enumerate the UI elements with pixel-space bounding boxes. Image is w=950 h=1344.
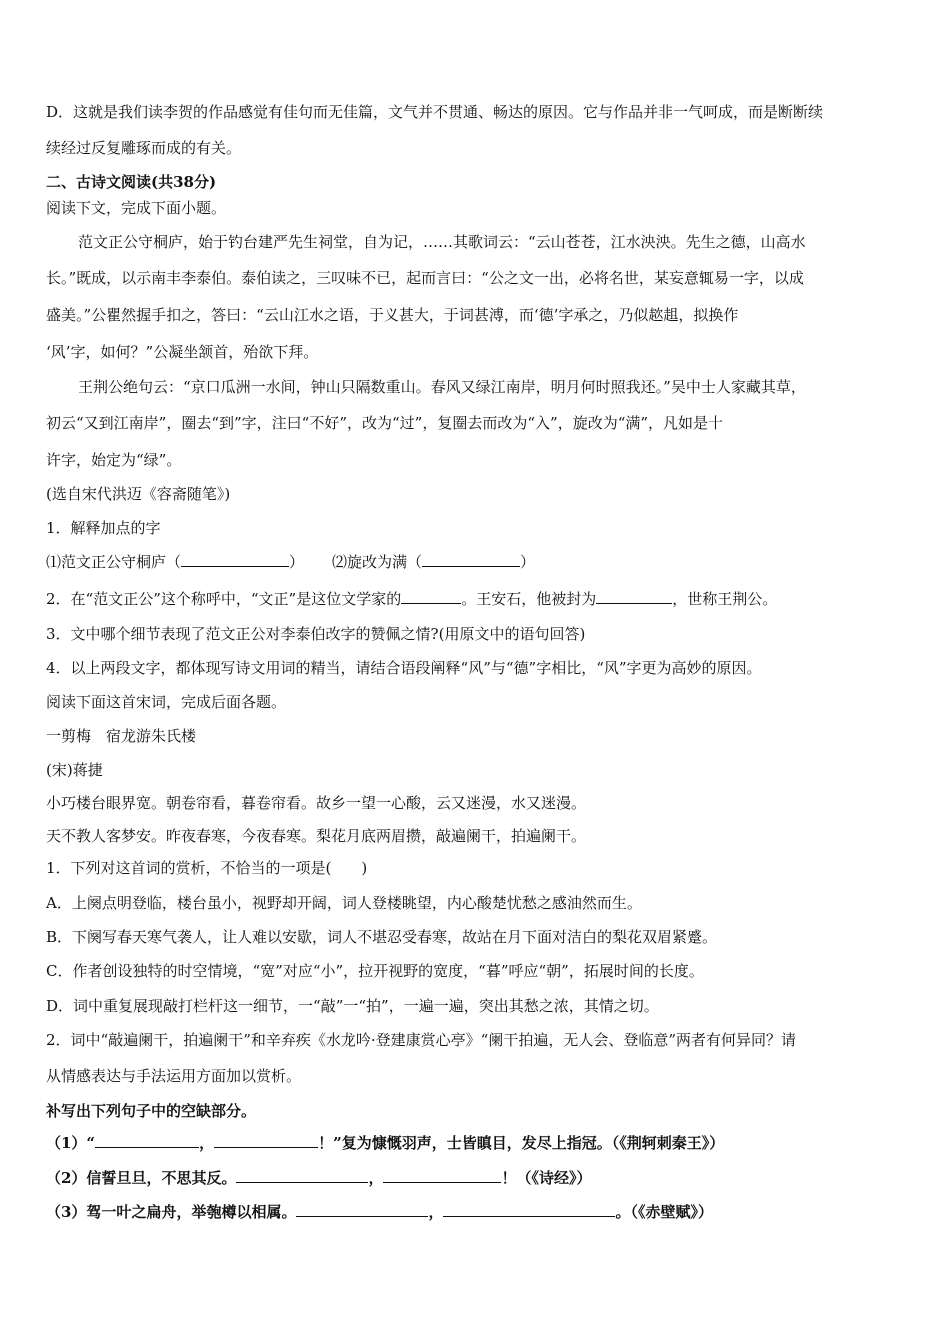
passage-line-5: 王荆公绝句云：“京口瓜洲一水间，钟山只隔数重山。春风又绿江南岸，明月何时照我还。”吴中士人家藏其草，	[78, 378, 806, 396]
section2-instruction: 阅读下文，完成下面小题。	[46, 199, 227, 217]
fill-section-title: 补写出下列句子中的空缺部分。	[46, 1102, 257, 1120]
fill-1-blank-1[interactable]	[95, 1133, 199, 1148]
poem-title: 一剪梅 宿龙游朱氏楼	[46, 727, 197, 745]
passage-line-2: 长。”既成，以示南丰李泰伯。泰伯读之，三叹味不已，起而言曰：“公之文一出，必将名世，某妄意辄易一字，以成	[46, 269, 804, 287]
prev-option-d-line2: 续经过反复雕琢而成的有关。	[46, 139, 242, 157]
fill-item-2	[46, 1168, 908, 1188]
q2-middle: 。王安石，他被封为	[461, 590, 597, 608]
q1-a-blank[interactable]	[181, 552, 289, 567]
passage-line-7: 许字，始定为“绿”。	[46, 451, 182, 469]
fill-2-suffix: ！（《诗经》）	[501, 1169, 592, 1187]
poem-line-1: 小巧楼台眼界宽。朝卷帘看，暮卷帘看。故乡一望一心酸，云又迷漫，水又迷漫。	[46, 794, 587, 812]
q2-blank-2[interactable]	[596, 589, 672, 604]
poem-option-c: C．作者创设独特的时空情境，“宽”对应“小”，拉开视野的宽度，“暮”呼应“朝”，拓展时间的长度。	[46, 962, 704, 980]
prev-option-d-line1: D．这就是我们读李贺的作品感觉有佳句而无佳篇，文气并不贯通、畅达的原因。它与作品并非一气呵成，而是断断续	[46, 103, 824, 121]
q1-b-prefix: ⑵旋改为满（	[332, 553, 423, 571]
poem-option-a: A．上阕点明登临，楼台虽小，视野却开阔，词人登楼眺望，内心酸楚忧愁之感油然而生。	[46, 894, 642, 912]
poem-option-d: D．词中重复展现敲打栏杆这一细节，一“敲”一“拍”，一遍一遍，突出其愁之浓，其情之切。	[46, 997, 659, 1015]
q1-a-suffix: ）	[289, 553, 305, 571]
q2-prefix: 2．在“范文正公”这个称呼中，“文正”是这位文学家的	[46, 590, 402, 608]
question-4: 4．以上两段文字，都体现写诗文用词的精当，请结合语段阐释“风”与“德”字相比，“风”字更为高妙的原因。	[46, 659, 762, 677]
fill-1-blank-2[interactable]	[214, 1133, 318, 1148]
poem-line-2: 天不教人客梦安。昨夜春寒，今夜春寒。梨花月底两眉攒，敲遍阑干，拍遍阑干。	[46, 827, 587, 845]
section2-title: 二、古诗文阅读(共38分)	[46, 173, 217, 191]
passage-source: (选自宋代洪迈《容斋随笔》)	[46, 485, 231, 503]
fill-3-suffix: 。（《赤壁赋》）	[615, 1203, 713, 1221]
fill-1-prefix: （1）“	[46, 1134, 96, 1152]
fill-item-3	[46, 1202, 908, 1222]
fill-1-suffix: ！”复为慷慨羽声，士皆瞋目，发尽上指冠。（《荆轲刺秦王》）	[318, 1134, 725, 1152]
fill-2-blank-1[interactable]	[236, 1168, 368, 1183]
q1-b-suffix: ）	[520, 553, 536, 571]
poem-question-2-line2: 从情感表达与手法运用方面加以赏析。	[46, 1067, 302, 1085]
fill-2-blank-2[interactable]	[383, 1168, 501, 1183]
fill-3-blank-2[interactable]	[443, 1202, 615, 1217]
question-1: 1．解释加点的字	[46, 519, 161, 537]
fill-item-1	[46, 1133, 908, 1153]
passage-line-6: 初云“又到江南岸”，圈去“到”字，注曰“不好”，改为“过”，复圈去而改为“入”，旋改为“满”，凡如是十	[46, 414, 724, 432]
fill-2-prefix: （2）信誓旦旦，不思其反。	[46, 1169, 237, 1187]
question-1-items	[46, 552, 908, 572]
question-3: 3．文中哪个细节表现了范文正公对李泰伯改字的赞佩之情?(用原文中的语句回答)	[46, 625, 586, 643]
q2-suffix: ，世称王荆公。	[672, 590, 778, 608]
fill-3-prefix: （3）驾一叶之扁舟，举匏樽以相属。	[46, 1203, 297, 1221]
passage-line-3: 盛美。”公瞿然握手扣之，答曰：“云山江水之语，于义甚大，于词甚溥，而‘德’字承之，乃似趑趄，拟换作	[46, 306, 739, 324]
poem-option-b: B．下阕写春天寒气袭人，让人难以安歇，词人不堪忍受春寒，故站在月下面对洁白的梨花双眉紧蹙。	[46, 928, 718, 946]
question-2	[46, 589, 908, 609]
fill-3-blank-1[interactable]	[296, 1202, 428, 1217]
poem-question-1: 1．下列对这首词的赏析，不恰当的一项是( )	[46, 859, 368, 877]
passage-line-4: ‘风’字，如何？”公凝坐颔首，殆欲下拜。	[46, 343, 319, 361]
fill-1-separator: ，	[199, 1134, 215, 1152]
q1-b-blank[interactable]	[422, 552, 520, 567]
poem-question-2-line1: 2．词中“敲遍阑干，拍遍阑干”和辛弃疾《水龙吟·登建康赏心亭》“阑干拍遍，无人会、登临意”两者有何异同？请	[46, 1031, 796, 1049]
fill-3-separator: ，	[428, 1203, 444, 1221]
poem-author: (宋)蒋捷	[46, 761, 103, 779]
fill-2-separator: ，	[368, 1169, 384, 1187]
q1-a-prefix: ⑴范文正公守桐庐（	[46, 553, 182, 571]
q2-blank-1[interactable]	[401, 589, 461, 604]
poem-instruction: 阅读下面这首宋词，完成后面各题。	[46, 693, 287, 711]
passage-line-1: 范文正公守桐庐，始于钓台建严先生祠堂，自为记，……其歌词云：“云山苍苍，江水泱泱。先生之德，山高水	[78, 233, 806, 251]
